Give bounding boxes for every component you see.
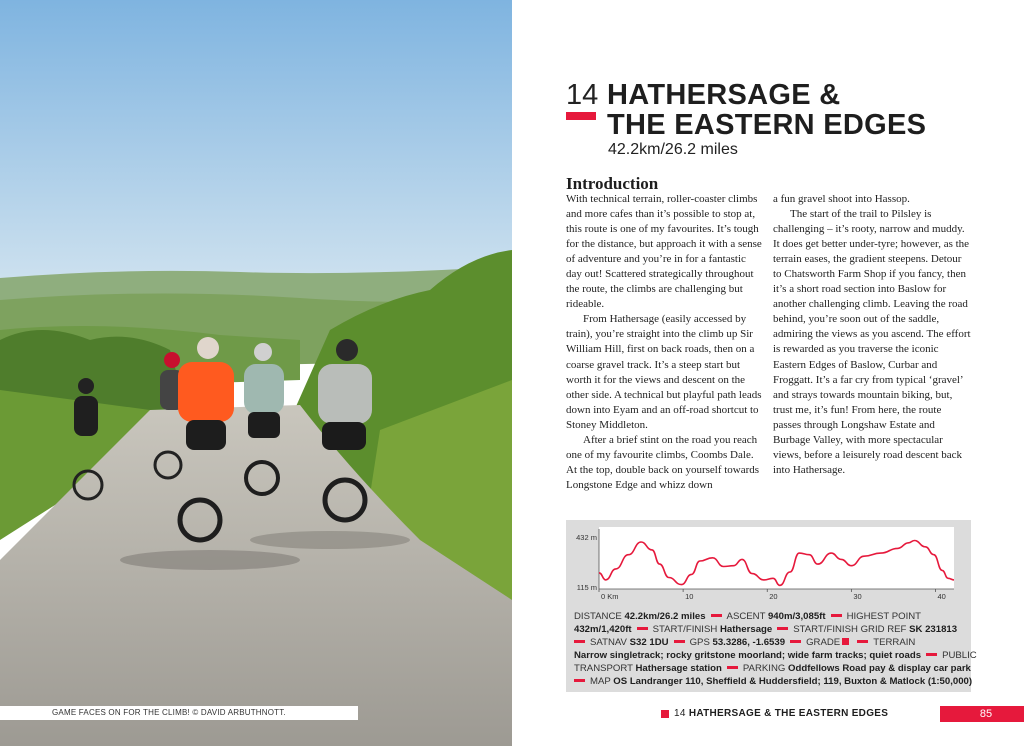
route-title — [607, 80, 987, 140]
route-facts-panel — [566, 520, 977, 692]
stat-highest-label: HIGHEST POINT — [846, 611, 922, 622]
separator-dash — [674, 640, 685, 643]
footer-route-number: 14 — [674, 708, 686, 719]
separator-dash — [857, 640, 868, 643]
chart-plot-area — [599, 527, 954, 589]
grade-square-icon — [842, 638, 849, 645]
stat-gps-label: GPS — [689, 637, 710, 649]
title-accent-bar — [566, 112, 596, 120]
page-number: 85 — [940, 706, 1024, 722]
route-number: 14 — [566, 79, 599, 111]
separator-dash — [574, 679, 585, 682]
intro-heading: Introduction — [566, 174, 659, 193]
stat-satnav-label: SATNAV — [590, 637, 627, 649]
separator-dash — [574, 640, 585, 643]
stat-parking-label: PARKING — [742, 663, 786, 675]
stat-distance-label: DISTANCE — [574, 611, 622, 622]
stat-map-value: OS Landranger 110, Sheffield & Huddersfield; 119, Buxton & Matlock (1:50,000) — [613, 676, 973, 688]
separator-dash — [926, 653, 937, 656]
separator-dash — [727, 666, 738, 669]
route-distance: 42.2km/26.2 miles — [608, 141, 738, 158]
intro-paragraph: From Hathersage (easily accessed by train), you’re straight into the climb up Sir William Hill, first on back roads, then on a coarse gravel track. It’s a steep start but worth it for the views and descent on the other side. A technical but playful path leads down into Eyam and an off-road shortcut to Stoney Middleton. — [566, 313, 762, 431]
stat-transport-value: Hathersage station — [635, 663, 722, 675]
intro-paragraph: The start of the trail to Pilsley is challenging – it’s rooty, narrow and muddy. It does get better under-tyre; however, as the terrain eases, the gradient steepens. Detour to Chatsworth Farm Shop if you fancy, then it’s a short road section into Baslow for another challenging climb. Leaving the road behind, you’re soon out of the saddle, admiring the views as you ascend. The effort is rewarded as you traverse the iconic Eastern Edges of Baslow, Curbar and Froggatt. It’s a far cry from typical ‘gravel’ and strays towards mountain biking, but, trust me, it’s fun! From here, the route passes through Longshaw Estate and Burbage Valley, with more spectacular views, before a leisurely road descent back into Hathersage. — [773, 208, 971, 476]
route-title-line-2: THE EASTERN EDGES — [607, 109, 927, 141]
stat-distance-value: 42.2km/26.2 miles — [624, 611, 706, 622]
separator-dash — [790, 640, 801, 643]
stat-start-label: START/FINISH — [652, 624, 718, 636]
x-tick-label: 30 — [853, 592, 862, 601]
photo-caption: GAME FACES ON FOR THE CLIMB! © DAVID ARBUTHNOTT. — [0, 706, 358, 720]
stat-terrain-value: Narrow singletrack; rocky gritstone moorland; wide farm tracks; quiet roads — [574, 650, 922, 662]
intro-paragraph: After a brief stint on the road you reach one of my favourite climbs, Coombs Dale. At the top, double back on yourself towards Longstone Edge and whizz down — [566, 433, 760, 491]
stat-gridref-value: SK 231813 — [909, 624, 958, 636]
route-title-line-1: HATHERSAGE & — [607, 79, 841, 111]
stat-transport-label-cont: TRANSPORT — [574, 663, 633, 675]
elevation-profile-chart — [566, 520, 971, 610]
stat-ascent-label: ASCENT — [726, 611, 766, 622]
stat-grade-label: GRADE — [806, 637, 841, 649]
x-tick-label: 10 — [685, 592, 694, 601]
stat-gridref-label: START/FINISH GRID REF — [793, 624, 907, 636]
stat-ascent-value: 940m/3,085ft — [767, 611, 826, 622]
route-stats — [574, 610, 977, 689]
x-tick-label: 20 — [769, 592, 778, 601]
y-tick-label: 115 m — [576, 583, 597, 592]
stat-highest-value: 432m/1,420ft — [574, 624, 632, 636]
stat-gps-value: 53.3286, -1.6539 — [712, 637, 786, 649]
stat-transport-label: PUBLIC — [942, 650, 977, 662]
separator-dash — [777, 627, 788, 630]
running-footer — [674, 706, 888, 722]
stat-satnav-value: S32 1DU — [629, 637, 669, 649]
footer-route-title: HATHERSAGE & THE EASTERN EDGES — [688, 708, 889, 719]
intro-column-1 — [566, 192, 764, 493]
x-tick-label: 40 — [937, 592, 946, 601]
intro-paragraph: With technical terrain, roller-coaster climbs and more cafes than it’s possible to stop at, this route is one of my favourites. It’s tough for the distance, but approach it with a sense of adventure and you’re in for a fantastic day out! Scattered strategically throughout the route, the climbs are challenging but rideable. — [566, 193, 762, 311]
separator-dash — [637, 627, 648, 630]
stat-parking-value: Oddfellows Road pay & display car park — [788, 663, 971, 675]
footer-accent-square — [661, 710, 669, 718]
separator-dash — [831, 614, 842, 617]
intro-paragraph-continued: a fun gravel shoot into Hassop. — [773, 193, 910, 205]
stat-terrain-label: TERRAIN — [873, 637, 916, 649]
y-tick-label: 432 m — [576, 533, 597, 542]
stat-start-value: Hathersage — [719, 624, 773, 636]
intro-column-2 — [773, 192, 971, 478]
separator-dash — [711, 614, 722, 617]
x-tick-label: 0 Km — [601, 592, 619, 601]
stat-map-label: MAP — [590, 676, 611, 688]
